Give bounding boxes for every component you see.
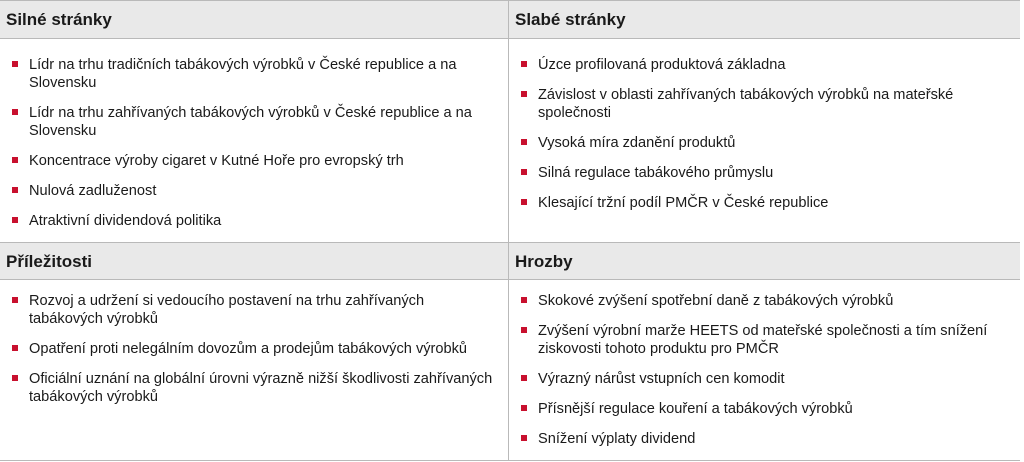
opportunities-title: Příležitosti	[0, 242, 508, 280]
strengths-quadrant	[0, 1, 508, 242]
list-item: Snížení výplaty dividend	[509, 430, 1020, 448]
list-item: Úzce profilovaná produktová základna	[509, 56, 1020, 74]
list-item: Přísnější regulace kouření a tabákových výrobků	[509, 400, 1020, 418]
weaknesses-title: Slabé stránky	[509, 1, 1020, 39]
list-item: Oficiální uznání na globální úrovni výrazně nižší škodlivosti zahřívaných tabákových výrobků	[0, 370, 508, 406]
list-item: Atraktivní dividendová politika	[0, 212, 508, 230]
threats-list	[509, 280, 1020, 448]
list-item: Klesající tržní podíl PMČR v České republice	[509, 194, 1020, 212]
list-item: Vysoká míra zdanění produktů	[509, 134, 1020, 152]
list-item: Silná regulace tabákového průmyslu	[509, 164, 1020, 182]
list-item: Lídr na trhu tradičních tabákových výrobků v České republice a na Slovensku	[0, 56, 508, 92]
list-item: Nulová zadluženost	[0, 182, 508, 200]
strengths-list	[0, 39, 508, 230]
weaknesses-quadrant	[508, 1, 1020, 242]
list-item: Závislost v oblasti zahřívaných tabákových výrobků na mateřské společnosti	[509, 86, 1020, 122]
threats-quadrant	[508, 242, 1020, 461]
weaknesses-list	[509, 39, 1020, 212]
list-item: Lídr na trhu zahřívaných tabákových výrobků v České republice a na Slovensku	[0, 104, 508, 140]
list-item: Zvýšení výrobní marže HEETS od mateřské společnosti a tím snížení ziskovosti tohoto produktu pro PMČR	[509, 322, 1020, 358]
list-item: Výrazný nárůst vstupních cen komodit	[509, 370, 1020, 388]
threats-title: Hrozby	[509, 242, 1020, 280]
list-item: Skokové zvýšení spotřební daně z tabákových výrobků	[509, 292, 1020, 310]
list-item: Opatření proti nelegálním dovozům a prodejům tabákových výrobků	[0, 340, 508, 358]
opportunities-quadrant	[0, 242, 508, 461]
list-item: Rozvoj a udržení si vedoucího postavení na trhu zahřívaných tabákových výrobků	[0, 292, 508, 328]
opportunities-list	[0, 280, 508, 406]
strengths-title: Silné stránky	[0, 1, 508, 39]
list-item: Koncentrace výroby cigaret v Kutné Hoře pro evropský trh	[0, 152, 508, 170]
